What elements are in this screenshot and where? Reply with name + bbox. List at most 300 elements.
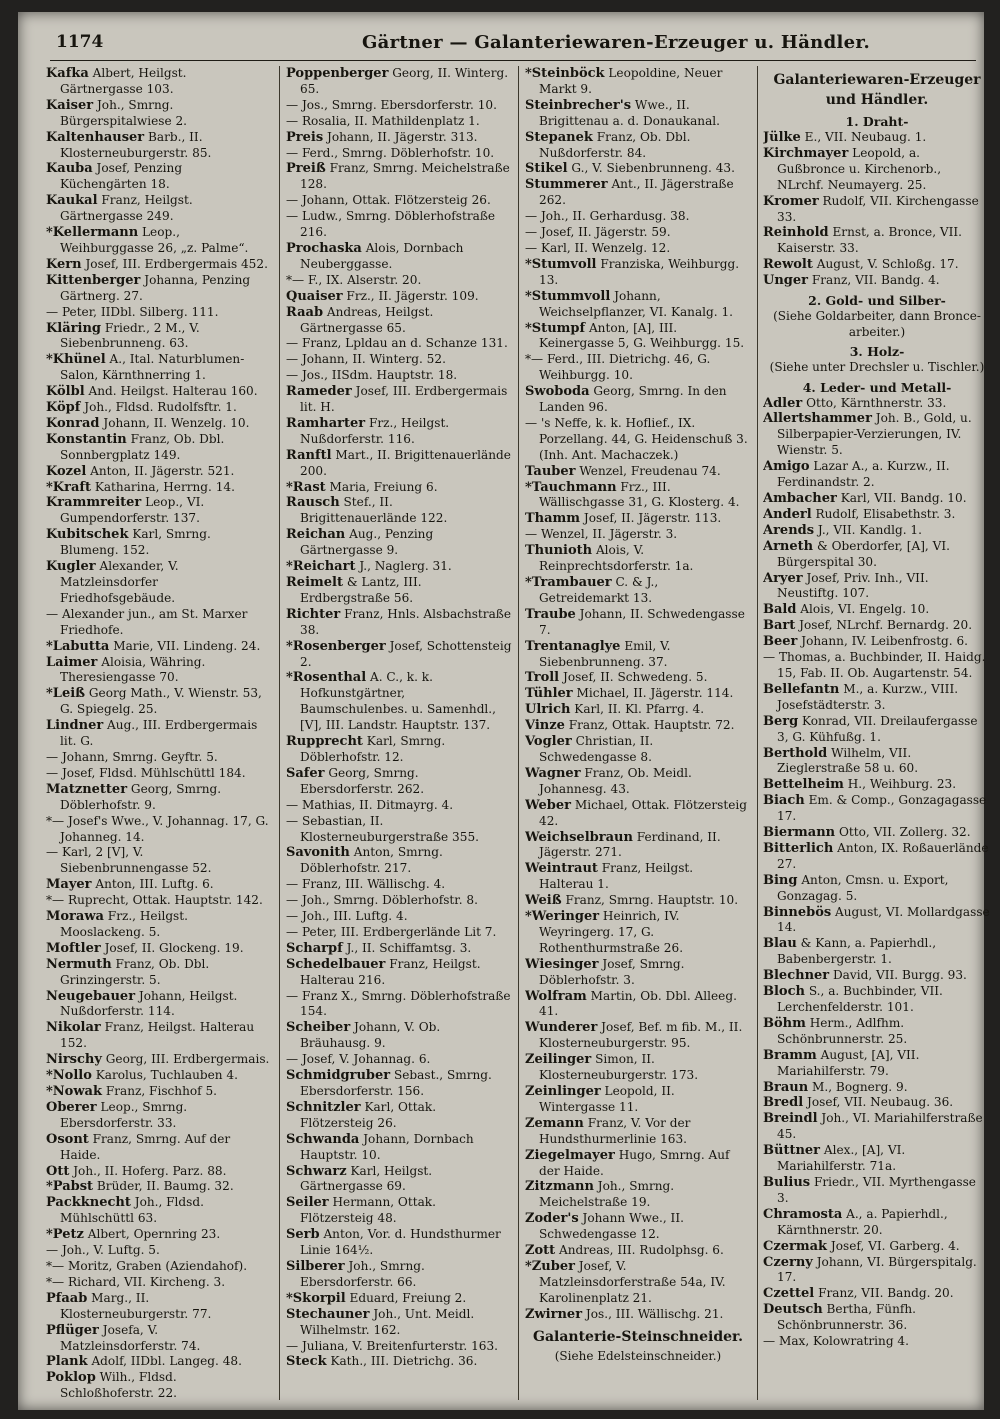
directory-entry <box>46 782 272 814</box>
directory-entry <box>46 432 272 464</box>
directory-entry <box>763 146 991 194</box>
entry-name: Biermann <box>763 825 836 841</box>
entry-name: Laimer <box>46 654 98 670</box>
entry-details: Josef, Penzing Küchengärten 18. <box>60 161 183 192</box>
entry-name: Weintraut <box>525 861 598 877</box>
entry-name: Böhm <box>763 1015 806 1031</box>
directory-entry <box>525 957 751 989</box>
directory-entry <box>46 655 272 687</box>
entry-name: Köpf <box>46 400 81 416</box>
entry-details: *— Ferd., III. Dietrichg. 46, G. Weihburgg. 10. <box>525 352 711 383</box>
entry-name: Berg <box>763 713 799 729</box>
entry-details: Joh., Fldsd. Mühlschüttl 63. <box>60 1195 204 1226</box>
entry-name: Anderl <box>763 506 812 522</box>
entry-name: Bellefantn <box>763 681 840 697</box>
entry-details: — Josef, V. Johannag. 6. <box>286 1052 431 1067</box>
section-heading: Galanterie-Steinschneider. <box>532 1328 743 1345</box>
entry-name: Weiß <box>525 893 562 909</box>
entry-name: Steinbrecher's <box>525 97 632 113</box>
directory-entry <box>46 321 272 353</box>
entry-name: Stikel <box>525 161 568 177</box>
entry-details: — Ferd., Smrng. Döblerhofstr. 10. <box>286 145 495 160</box>
directory-entry <box>46 1132 272 1164</box>
directory-entry <box>286 273 512 289</box>
entry-name: Kromer <box>763 193 819 209</box>
entry-name: Zemann <box>525 1115 584 1131</box>
entry-name: Rupprecht <box>286 734 363 750</box>
entry-details: Franz, Hnls. Alsbachstraße 38. <box>300 606 512 637</box>
entry-details: Hermann, Ottak. Flötzersteig 48. <box>300 1195 436 1226</box>
directory-entry <box>525 909 751 957</box>
entry-details: Joh., Fldsd. Rudolfsftr. 1. <box>80 400 237 415</box>
directory-entry <box>46 66 272 98</box>
directory-entry <box>525 1148 751 1180</box>
entry-name: Bulius <box>763 1174 811 1190</box>
entry-details: Em. & Comp., Gonzagagasse 17. <box>777 793 987 824</box>
directory-entry <box>525 1243 751 1259</box>
entry-details: Franz, Ob. Meidl. Johannesg. 43. <box>539 765 692 796</box>
entry-name: Nikolar <box>46 1020 101 1036</box>
entry-name: Zitzmann <box>525 1179 594 1195</box>
entry-name: Konstantin <box>46 431 127 447</box>
directory-entry <box>46 1164 272 1180</box>
directory-entry <box>46 639 272 655</box>
directory-entry <box>525 702 751 718</box>
directory-entry <box>286 527 512 559</box>
directory-entry <box>46 161 272 193</box>
entry-name: Berthold <box>763 745 828 761</box>
entry-details: Albert, Heilgst. Gärtnergasse 103. <box>60 66 187 96</box>
directory-entry <box>763 507 991 523</box>
entry-details: *— Moritz, Graben (Aziendahof). <box>46 1258 248 1273</box>
entry-details: Johann, IV. Leibenfrostg. 6. <box>797 634 969 649</box>
entry-details: Franz, Smrng. Auf der Haide. <box>60 1131 231 1162</box>
entry-name: Kaiser <box>46 97 94 113</box>
entry-name: Jülke <box>763 130 801 145</box>
entry-name: Bart <box>763 618 796 634</box>
directory-entry <box>46 686 272 718</box>
entry-details: — 's Neffe, k. k. Hoflief., IX. Porzellang. 44, G. Heidenschuß 3. (Inh. Ant. Machaczek.) <box>525 415 748 462</box>
entry-name: *Skorpil <box>286 1290 346 1306</box>
entry-details: Andreas, III. Rudolphsg. 6. <box>555 1243 724 1258</box>
entry-name: Blau <box>763 936 797 952</box>
directory-entry <box>763 1095 991 1111</box>
entry-name: *Rast <box>286 479 326 495</box>
entry-details: Josef, Smrng. Döblerhofstr. 3. <box>539 956 685 987</box>
entry-details: Ferdinand, II. Jägerstr. 271. <box>539 829 721 860</box>
entry-details: Johann, Dornbach Hauptstr. 10. <box>300 1131 474 1162</box>
entry-details: Franz, VII. Bandg. 4. <box>808 273 940 288</box>
entry-name: Arends <box>763 522 815 538</box>
entry-details: Josef, Schottensteig 2. <box>300 638 512 669</box>
entry-details: — Jos., IISdm. Hauptstr. 18. <box>286 368 458 383</box>
entry-details: Christian, II. Schwedengasse 8. <box>539 734 654 764</box>
entry-name: Ulrich <box>525 702 571 718</box>
directory-entry <box>525 384 751 416</box>
entry-name: Reimelt <box>286 575 343 590</box>
directory-entry <box>46 1354 272 1370</box>
entry-name: Reinhold <box>763 225 829 241</box>
directory-entry <box>46 1084 272 1100</box>
directory-entry <box>525 1211 751 1243</box>
entry-name: Zwirner <box>525 1306 583 1322</box>
entry-name: *Rosenthal <box>286 670 367 686</box>
entry-details: Anton, [A], III. Keinergasse 5, G. Weihburgg. 15. <box>539 320 745 351</box>
entry-name: Zoder's <box>525 1211 579 1227</box>
cross-reference-note: (Siehe unter Drechsler u. Tischler.) <box>769 360 985 375</box>
entry-details: — Sebastian, II. Klosterneuburgerstraße 355. <box>286 813 479 844</box>
entry-details: Josef, III. Erdbergermais lit. H. <box>300 384 508 415</box>
entry-details: — Alexander jun., am St. Marxer Friedhofe. <box>46 606 248 637</box>
entry-name: Scheiber <box>286 1020 351 1036</box>
entry-details: Marie, VII. Lindeng. 24. <box>109 638 261 653</box>
entry-details: — Jos., Smrng. Ebersdorferstr. 10. <box>286 97 497 112</box>
entry-details: Anton, Vor. d. Hundsthurmer Linie 164½. <box>300 1227 501 1258</box>
entry-details: — Wenzel, II. Jägerstr. 3. <box>525 527 678 542</box>
entry-details: Johann, II. Schwedengasse 7. <box>539 606 745 637</box>
directory-entry <box>525 98 751 130</box>
entry-name: Krammreiter <box>46 495 142 511</box>
directory-entry <box>763 1111 991 1143</box>
entry-name: Czermak <box>763 1238 828 1254</box>
entry-details: Leop., Smrng. Ebersdorferstr. 33. <box>60 1099 188 1130</box>
entry-details: Wilh., Fldsd. Schloßhoferstr. 22. <box>60 1370 177 1400</box>
entry-name: Rewolt <box>763 257 813 273</box>
directory-entry <box>46 845 272 877</box>
entry-details: Frz., Heilgst. Nußdorferstr. 116. <box>300 415 450 446</box>
entry-name: Matznetter <box>46 781 128 797</box>
entry-details: Josef, II. Jägerstr. 113. <box>580 511 722 526</box>
directory-entry <box>286 368 512 384</box>
directory-entry <box>763 411 991 459</box>
entry-name: Konrad <box>46 415 100 431</box>
entry-details: — Karl, 2 [V], V. Siebenbrunnengasse 52. <box>46 845 212 876</box>
entry-details: Friedr., VII. Myrthengasse 3. <box>777 1174 976 1205</box>
directory-page <box>18 12 990 1410</box>
directory-entry <box>286 845 512 877</box>
subsection-heading: 2. Gold- und Silber- <box>808 293 946 309</box>
entry-name: *Nollo <box>46 1068 92 1084</box>
directory-entry <box>286 1164 512 1196</box>
directory-entry <box>286 893 512 909</box>
directory-entry <box>286 1354 512 1370</box>
entry-details: Brüder, II. Baumg. 32. <box>93 1179 234 1194</box>
entry-name: Kittenberger <box>46 272 141 288</box>
entry-details: Georg, II. Winterg. 65. <box>300 66 509 96</box>
directory-entry <box>46 941 272 957</box>
header-rule <box>50 60 976 61</box>
entry-name: Kölbl <box>46 384 85 400</box>
entry-details: *— F., IX. Alserstr. 20. <box>286 272 422 287</box>
directory-entry <box>46 893 272 909</box>
entry-details: Leop., VI. Gumpendorferstr. 137. <box>60 495 205 526</box>
entry-details: Josefa, V. Matzleinsdorferstr. 74. <box>60 1322 201 1353</box>
entry-details: C. & J., Getreidemarkt 13. <box>539 575 659 605</box>
entry-details: David, VII. Burgg. 93. <box>829 968 967 983</box>
directory-entry <box>763 257 991 273</box>
directory-entry <box>286 1291 512 1307</box>
entry-name: Ott <box>46 1163 70 1179</box>
directory-entry <box>763 1143 991 1175</box>
entry-details: Stef., II. Brigittenauerlände 122. <box>300 495 448 526</box>
directory-entry <box>286 98 512 114</box>
directory-entry <box>763 1207 991 1239</box>
entry-name: Scharpf <box>286 940 343 956</box>
directory-columns <box>46 66 990 1400</box>
entry-details: *— Ruprecht, Ottak. Hauptstr. 142. <box>46 893 263 908</box>
entry-details: Franz, Heilgst. Gärtnergasse 249. <box>60 193 193 224</box>
directory-entry <box>525 321 751 353</box>
directory-entry <box>286 193 512 209</box>
entry-details: Hugo, Smrng. Auf der Haide. <box>539 1147 730 1178</box>
column-divider <box>518 66 519 1400</box>
directory-entry <box>525 1084 751 1116</box>
entry-details: Joh., Smrng. Meichelstraße 19. <box>539 1179 675 1210</box>
entry-name: Blechner <box>763 968 830 984</box>
directory-entry <box>525 734 751 766</box>
entry-name: *Pabst <box>46 1179 94 1195</box>
directory-entry <box>763 777 991 793</box>
entry-details: — Joh., V. Luftg. 5. <box>46 1243 160 1258</box>
entry-details: Johann, Heilgst. Nußdorferstr. 114. <box>60 988 238 1019</box>
entry-name: Morawa <box>46 909 104 925</box>
directory-entry <box>46 1195 272 1227</box>
entry-details: Simon, II. Klosterneuburgerstr. 173. <box>539 1052 699 1083</box>
entry-details: Leopoldine, Neuer Markt 9. <box>539 66 723 96</box>
entry-details: Emil, V. Siebenbrunneng. 37. <box>539 638 671 669</box>
entry-name: Aryer <box>763 570 803 586</box>
entry-details: — Josef, Fldsd. Mühlschüttl 184. <box>46 765 246 780</box>
directory-entry <box>46 718 272 750</box>
entry-name: Biach <box>763 793 805 809</box>
entry-name: Stechauner <box>286 1306 370 1322</box>
entry-details: — Ludw., Smrng. Döblerhofstraße 216. <box>286 209 496 240</box>
entry-name: Wolfram <box>525 988 587 1004</box>
directory-entry <box>46 193 272 225</box>
entry-name: Kauba <box>46 161 93 177</box>
entry-name: Nirschy <box>46 1052 102 1068</box>
directory-entry <box>525 1307 751 1323</box>
entry-name: Zeilinger <box>525 1052 592 1068</box>
entry-details: Andreas, Heilgst. Gärtnergasse 65. <box>300 304 434 335</box>
entry-name: Quaiser <box>286 288 343 304</box>
directory-entry <box>525 830 751 862</box>
entry-details: — Joh., Smrng. Döblerhofstr. 8. <box>286 893 478 908</box>
entry-details: Franz, VII. Bandg. 20. <box>814 1286 954 1301</box>
entry-details: Michael, Ottak. Flötzersteig 42. <box>539 797 748 828</box>
directory-entry <box>525 766 751 798</box>
entry-name: Richter <box>286 606 341 622</box>
directory-entry <box>46 1370 272 1400</box>
entry-name: Unger <box>763 273 808 289</box>
entry-name: *Leiß <box>46 686 86 702</box>
entry-details: Franz, Smrng. Meichelstraße 128. <box>300 161 510 192</box>
directory-entry <box>763 130 991 146</box>
entry-name: Stepanek <box>525 129 593 145</box>
entry-details: Aloisia, Währing. Theresiengasse 70. <box>60 654 206 685</box>
entry-name: Pfaab <box>46 1290 88 1306</box>
entry-details: Karl, Ottak. Flötzersteig 26. <box>300 1099 437 1130</box>
entry-name: Czerny <box>763 1254 813 1270</box>
directory-entry <box>286 384 512 416</box>
entry-details: Sebast., Smrng. Ebersdorferstr. 156. <box>300 1068 492 1098</box>
directory-entry <box>46 1020 272 1052</box>
section-heading: Galanteriewaren-Erzeuger und Händler. <box>773 72 981 108</box>
entry-name: Osont <box>46 1131 89 1147</box>
entry-details: *— Josef's Wwe., V. Johannag. 17, G. Johanneg. 14. <box>46 813 269 844</box>
entry-details: Konrad, VII. Dreilaufergasse 3, G. Kühfußg. 1. <box>777 713 978 744</box>
entry-name: Weichselbraun <box>525 829 633 845</box>
directory-entry <box>525 177 751 209</box>
entry-name: Preis <box>286 129 324 145</box>
entry-details: Ernst, a. Bronce, VII. Kaiserstr. 33. <box>777 225 963 256</box>
directory-entry <box>286 305 512 337</box>
entry-details: Franz, V. Vor der Hundsthurmerlinie 163. <box>539 1115 691 1146</box>
entry-name: Savonith <box>286 845 350 861</box>
entry-name: Schwarz <box>286 1163 347 1179</box>
directory-entry <box>763 984 991 1016</box>
directory-entry <box>46 559 272 607</box>
entry-name: Zeinlinger <box>525 1084 601 1099</box>
entry-details: — Franz, III. Wällischg. 4. <box>286 877 446 892</box>
entry-details: Anton, II. Jägerstr. 521. <box>86 463 235 478</box>
entry-details: Franz, Ottak. Hauptstr. 72. <box>564 718 735 733</box>
entry-details: Johann, II. Wenzelg. 10. <box>99 415 250 430</box>
entry-details: Jos., III. Wällischg. 21. <box>582 1306 724 1321</box>
directory-entry <box>286 146 512 162</box>
entry-details: Frz., II. Jägerstr. 109. <box>342 288 479 303</box>
entry-name: Schnitzler <box>286 1099 361 1115</box>
entry-details: Aug., Penzing Gärtnergasse 9. <box>300 527 434 558</box>
directory-entry <box>763 602 991 618</box>
directory-entry <box>286 352 512 368</box>
directory-entry <box>763 1334 991 1350</box>
entry-name: Vinze <box>525 718 565 734</box>
entry-details: Joh., II. Hoferg. Parz. 88. <box>69 1163 227 1178</box>
directory-entry <box>286 416 512 448</box>
entry-name: Plank <box>46 1354 88 1370</box>
entry-name: Ziegelmayer <box>525 1147 615 1163</box>
entry-name: Bald <box>763 602 797 618</box>
entry-details: Wwe., II. Brigittenau a. d. Donaukanal. <box>539 97 720 128</box>
entry-name: Reichan <box>286 527 346 543</box>
directory-entry <box>763 396 991 412</box>
entry-details: — Joh., II. Gerhardusg. 38. <box>525 209 690 224</box>
directory-entry <box>46 305 272 321</box>
directory-entry <box>286 639 512 671</box>
entry-name: *Weringer <box>525 909 600 925</box>
entry-details: Joh. B., Gold, u. Silberpapier-Verzierungen, IV. Wienstr. 5. <box>777 411 972 458</box>
entry-name: Traube <box>525 606 576 622</box>
entry-name: Büttner <box>763 1143 821 1159</box>
entry-details: Marg., II. Klosterneuburgerstr. 77. <box>60 1290 212 1321</box>
directory-entry <box>286 336 512 352</box>
directory-entry <box>286 1339 512 1355</box>
entry-details: — Johann, II. Winterg. 52. <box>286 352 446 367</box>
entry-details: Wenzel, Freudenau 74. <box>575 463 721 478</box>
directory-entry <box>525 464 751 480</box>
directory-entry <box>286 941 512 957</box>
entry-details: Albert, Opernring 23. <box>83 1227 221 1242</box>
entry-name: Bramm <box>763 1047 817 1063</box>
entry-details: Wilhelm, VII. Zieglerstraße 58 u. 60. <box>777 745 919 776</box>
entry-name: Troll <box>525 670 560 686</box>
subsection-heading: 4. Leder- und Metall- <box>802 379 952 395</box>
directory-entry <box>46 480 272 496</box>
entry-details: Johann, II. Jägerstr. 313. <box>323 129 478 144</box>
entry-name: Zott <box>525 1243 556 1259</box>
directory-entry <box>525 543 751 575</box>
entry-name: *Trambauer <box>525 575 612 590</box>
directory-entry <box>763 682 991 714</box>
entry-name: Kugler <box>46 559 96 575</box>
directory-entry <box>525 225 751 241</box>
entry-details: — Peter, IIDbl. Silberg. 111. <box>46 304 219 319</box>
entry-details: Friedr., 2 M., V. Siebenbrunneng. 63. <box>60 320 200 351</box>
directory-entry <box>46 464 272 480</box>
entry-details: — Mathias, II. Ditmayrg. 4. <box>286 797 454 812</box>
entry-name: Ramharter <box>286 415 366 431</box>
directory-entry <box>286 925 512 941</box>
entry-name: Swoboda <box>525 384 590 400</box>
entry-name: Bloch <box>763 984 805 1000</box>
page-header <box>18 32 984 62</box>
directory-entry <box>525 639 751 671</box>
entry-name: Braun <box>763 1079 809 1095</box>
entry-name: *Khünel <box>46 352 106 368</box>
entry-details: Frz., III. Wällischgasse 31, G. Klosterg. 4. <box>539 479 740 510</box>
directory-entry <box>286 607 512 639</box>
entry-name: Stummerer <box>525 177 608 193</box>
entry-details: Leopold, a. Gußbronce u. Kirchenorb., NLrchf. Neumayerg. 25. <box>777 145 942 192</box>
entry-details: Rudolf, Elisabethstr. 3. <box>811 506 956 521</box>
entry-name: Wunderer <box>525 1020 598 1036</box>
directory-entry <box>525 130 751 162</box>
entry-details: Barb., II. Klosterneuburgerstr. 85. <box>60 129 212 160</box>
directory-entry <box>46 1291 272 1323</box>
directory-entry <box>525 1259 751 1307</box>
entry-details: Franz, Ob. Dbl. Grinzingerstr. 5. <box>60 956 210 987</box>
directory-entry <box>525 416 751 464</box>
entry-name: Preiß <box>286 161 326 177</box>
directory-entry <box>525 575 751 607</box>
entry-details: Joh., Unt. Meidl. Wilhelmstr. 162. <box>300 1306 475 1337</box>
directory-entry <box>525 893 751 909</box>
entry-name: Allertshammer <box>763 411 872 427</box>
directory-entry <box>286 495 512 527</box>
directory-entry <box>763 571 991 603</box>
directory-entry <box>46 130 272 162</box>
directory-entry <box>763 1016 991 1048</box>
directory-entry <box>763 905 991 937</box>
directory-entry <box>763 618 991 634</box>
directory-entry <box>46 877 272 893</box>
cross-reference-note: (Siehe Goldarbeiter, dann Bronce-arbeiter.) <box>773 309 981 339</box>
entry-details: Franz, Heilgst. Halterau 216. <box>300 956 481 987</box>
entry-name: *Petz <box>46 1227 84 1243</box>
entry-name: *Stumvoll <box>525 256 597 272</box>
entry-details: Franz, Ob. Dbl. Nußdorferstr. 84. <box>539 129 691 160</box>
entry-name: Packknecht <box>46 1195 131 1211</box>
directory-entry <box>286 289 512 305</box>
directory-entry <box>286 1020 512 1052</box>
directory-entry <box>525 989 751 1021</box>
entry-name: Moftler <box>46 940 101 956</box>
directory-entry <box>286 1068 512 1100</box>
directory-entry <box>286 559 512 575</box>
entry-name: Poklop <box>46 1370 96 1386</box>
subsection-heading: 3. Holz- <box>849 344 905 360</box>
